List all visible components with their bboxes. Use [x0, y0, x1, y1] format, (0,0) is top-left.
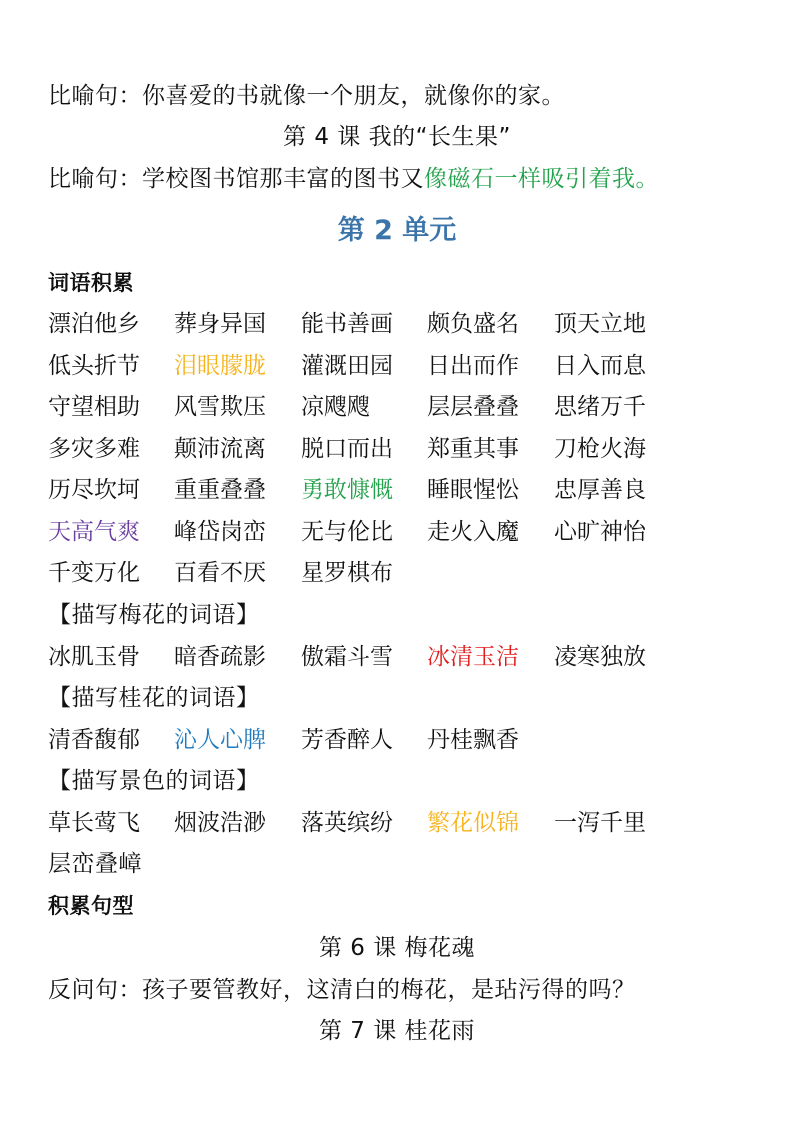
vocab-word-highlight: 冰清玉洁	[427, 644, 519, 670]
vocab-word: 顶天立地	[554, 311, 646, 337]
vocab-word: 无与伦比	[301, 519, 393, 545]
vocab-word: 峰岱岗峦	[174, 519, 266, 545]
scenery-heading: 【描写景色的词语】	[48, 768, 260, 794]
vocab-word: 傲霜斗雪	[301, 644, 393, 670]
scenery-extra-word: 层峦叠嶂	[48, 851, 142, 877]
vocab-word-highlight: 繁花似锦	[427, 810, 519, 836]
vocab-word: 丹桂飘香	[427, 727, 519, 753]
lesson-7-title: 第 7 课 桂花雨	[318, 1018, 476, 1044]
vocab-word: 睡眼惺忪	[427, 477, 519, 503]
vocab-word: 凉飕飕	[301, 394, 370, 420]
vocab-word: 层层叠叠	[427, 394, 519, 420]
sentences-heading: 积累句型	[48, 894, 134, 918]
vocab-word: 清香馥郁	[48, 727, 140, 753]
vocab-word: 能书善画	[301, 311, 393, 337]
vocab-word: 心旷神怡	[554, 519, 646, 545]
vocab-word: 日入而息	[554, 353, 646, 379]
vocab-word: 烟波浩渺	[174, 810, 266, 836]
vocab-word: 冰肌玉骨	[48, 644, 140, 670]
vocab-word: 葬身异国	[174, 311, 266, 337]
lesson-6-title: 第 6 课 梅花魂	[318, 935, 476, 961]
simile-text-plain: 学校图书馆那丰富的图书又	[142, 166, 424, 192]
vocab-word-highlight: 泪眼朦胧	[174, 353, 266, 379]
lesson-4-title: 第 4 课 我的“长生果”	[283, 124, 511, 150]
vocab-word: 千变万化	[48, 560, 140, 586]
simile-text-highlight: 像磁石一样吸引着我。	[424, 166, 659, 192]
vocab-word: 一泻千里	[554, 810, 646, 836]
vocab-word-highlight: 天高气爽	[48, 519, 140, 545]
vocab-word: 草长莺飞	[48, 810, 140, 836]
vocab-word: 走火入魔	[427, 519, 519, 545]
simile-sentence-2	[48, 158, 659, 200]
simile-label: 比喻句：	[48, 166, 142, 192]
vocab-word: 刀枪火海	[554, 436, 646, 462]
vocab-word: 风雪欺压	[174, 394, 266, 420]
vocab-word: 历尽坎坷	[48, 477, 140, 503]
vocab-word: 低头折节	[48, 353, 140, 379]
vocab-word: 郑重其事	[427, 436, 519, 462]
vocab-word: 忠厚善良	[554, 477, 646, 503]
vocab-word: 日出而作	[427, 353, 519, 379]
vocab-word: 多灾多难	[48, 436, 140, 462]
vocab-word: 重重叠叠	[174, 477, 266, 503]
rhetorical-sentence: 反问句：孩子要管教好，这清白的梅花，是玷污得的吗？	[48, 977, 636, 1003]
vocab-word: 思绪万千	[554, 394, 646, 420]
vocab-word: 星罗棋布	[301, 560, 393, 586]
vocab-word: 暗香疏影	[174, 644, 266, 670]
vocab-word: 颠沛流离	[174, 436, 266, 462]
osmanthus-heading: 【描写桂花的词语】	[48, 685, 260, 711]
vocab-word: 颇负盛名	[427, 311, 519, 337]
plum-heading: 【描写梅花的词语】	[48, 602, 260, 628]
simile-sentence-1	[48, 75, 565, 117]
vocab-word: 百看不厌	[174, 560, 266, 586]
vocab-word: 脱口而出	[301, 436, 393, 462]
vocab-word: 灌溉田园	[301, 353, 393, 379]
vocab-word: 守望相助	[48, 394, 140, 420]
vocab-word: 漂泊他乡	[48, 311, 140, 337]
simile-text: 你喜爱的书就像一个朋友，就像你的家。	[142, 83, 565, 109]
vocab-word: 凌寒独放	[554, 644, 646, 670]
vocab-word-highlight: 勇敢慷慨	[301, 477, 393, 503]
vocab-word: 落英缤纷	[301, 810, 393, 836]
simile-label: 比喻句：	[48, 83, 142, 109]
vocab-heading: 词语积累	[48, 271, 134, 295]
vocab-word: 芳香醉人	[301, 727, 393, 753]
unit-title: 第 2 单元	[337, 215, 457, 246]
vocab-word-highlight: 沁人心脾	[174, 727, 266, 753]
